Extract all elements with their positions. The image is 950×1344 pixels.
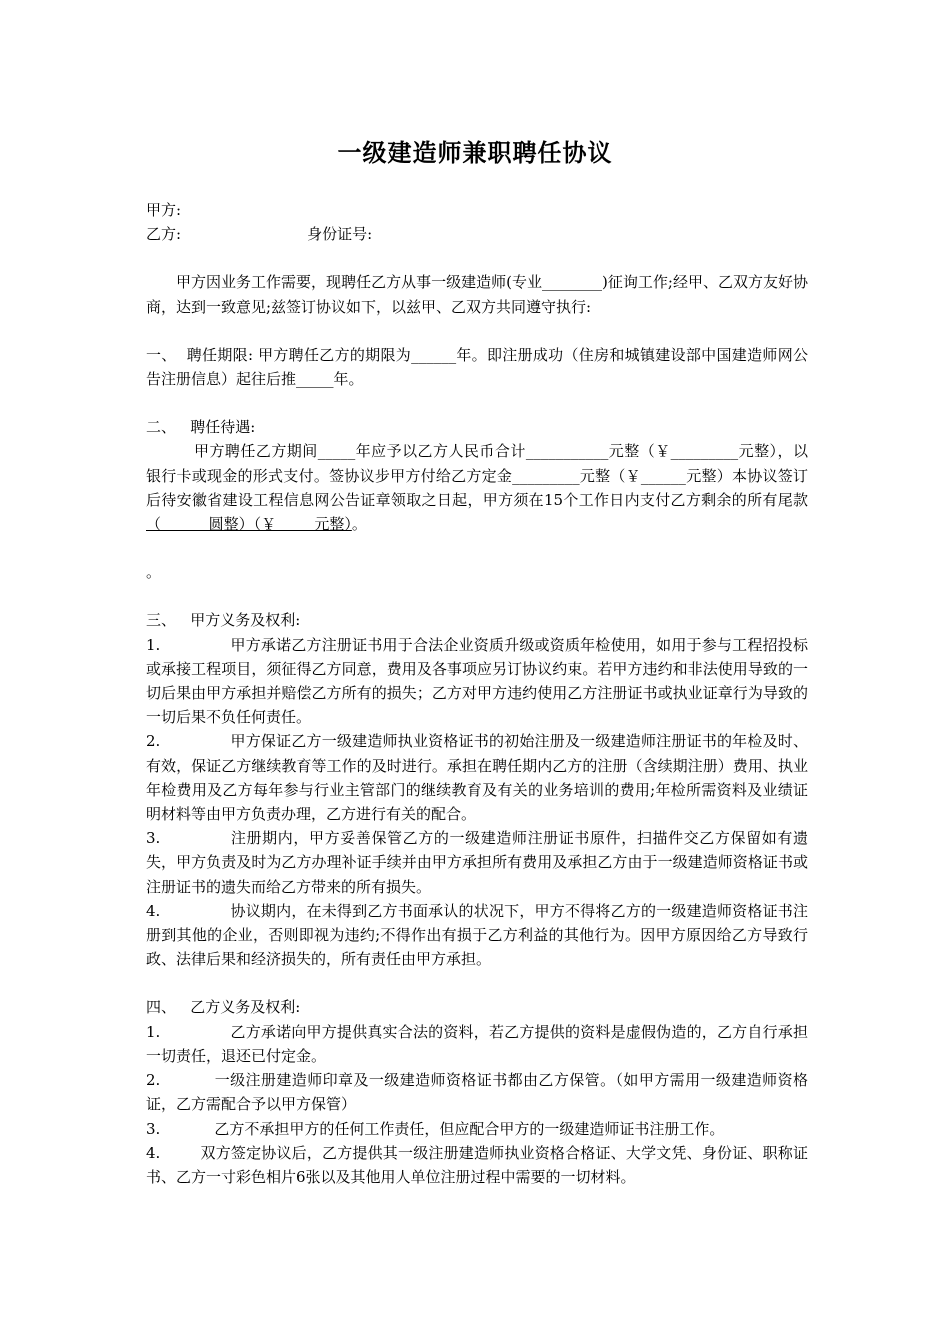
section-3-item [146,899,808,972]
section-3-item [146,633,808,730]
section-1-heading: 一、 聘任期限: [146,345,253,364]
item-number: 3. [146,829,161,848]
party-a-line [146,198,808,222]
item-number: 4. [146,1143,161,1162]
item-text: 一级注册建造师印章及一级建造师资格证书都由乙方保管。（如甲方需用一级建造师资格证，乙方需配合予以甲方保管） [146,1071,808,1114]
stray-mark: 。 [146,563,162,582]
section-2-paragraph [146,439,808,536]
document-body [146,198,808,1189]
section-2-balance-amount: （ 圆整）（￥ 元整） [146,515,352,534]
item-text: 双方签定协议后，乙方提供其一级注册建造师执业资格合格证、大学文凭、身份证、职称证书、乙方一寸彩色相片6张以及其他用人单位注册过程中需要的一切材料。 [146,1143,808,1186]
item-number: 1. [146,635,161,654]
item-text: 注册期内，甲方妥善保管乙方的一级建造师注册证书原件，扫描件交乙方保留如有遗失，甲方负责及时为乙方办理补证手续并由甲方承担所有费用及承担乙方由于一级建造师资格证书或注册证书的遗失而给乙方带来的所有损失。 [146,829,808,896]
section-4-item [146,1020,808,1068]
section-4-heading: 四、 乙方义务及权利: [146,998,301,1017]
party-b-label: 乙方: [146,225,182,244]
item-number: 2. [146,732,161,751]
section-2-heading: 二、 聘任待遇: [146,418,256,437]
item-text: 协议期内，在未得到乙方书面承认的状况下，甲方不得将乙方的一级建造师资格证书注册到其他的企业，否则即视为违约;不得作出有损于乙方利益的其他行为。因甲方原因给乙方导致行政、法律后果和经济损失的，所有责任由甲方承担。 [146,901,808,969]
party-b-line [146,222,808,246]
section-4-item [146,1068,808,1116]
section-4-item [146,1141,808,1189]
item-text: 甲方保证乙方一级建造师执业资格证书的初始注册及一级建造师注册证书的年检及时、有效，保证乙方继续教育等工作的及时进行。承担在聘任期内乙方的注册（含续期注册）费用、执业年检费用及乙方每年参与行业主管部门的继续教育及有关的业务培训的费用;年检所需资料及业绩证明材料等由甲方负责办理，乙方进行有关的配合。 [146,732,808,824]
section-1 [146,343,808,391]
section-3-item [146,729,808,826]
item-text: 甲方承诺乙方注册证书用于合法企业资质升级或资质年检使用，如用于参与工程招投标或承接工程项目，须征得乙方同意，费用及各事项应另订协议约束。若甲方违约和非法使用导致的一切后果由甲方承担并赔偿乙方所有的损失；乙方对甲方违约使用乙方注册证书或执业证章行为导致的一切后果不负任何责任。 [146,635,808,727]
item-number: 3. [146,1119,161,1138]
item-text: 乙方不承担甲方的任何工作责任，但应配合甲方的一级建造师证书注册工作。 [214,1119,725,1138]
document-title: 一级建造师兼职聘任协议 [337,138,613,167]
item-number: 2. [146,1071,161,1090]
id-number-label: 身份证号: [307,225,373,244]
item-text: 乙方承诺向甲方提供真实合法的资料，若乙方提供的资料是虚假伪造的，乙方自行承担一切责任，退还已付定金。 [146,1022,808,1065]
intro-paragraph: 甲方因业务工作需要，现聘任乙方从事一级建造师(专业________)征询工作;经甲、乙双方友好协商，达到一致意见;兹签订协议如下，以兹甲、乙双方共同遵守执行: [146,273,808,316]
section-1-text: 甲方聘任乙方的期限为______年。即注册成功（住房和城镇建设部中国建造师网公告注册信息）起往后推_____年。 [146,345,808,389]
party-a-label: 甲方: [146,201,182,219]
section-4-item [146,1117,808,1141]
section-2-text: 甲方聘任乙方期间_____年应予以乙方人民币合计___________元整（￥_________元整），以银行卡或现金的形式支付。签协议步甲方付给乙方定金_________元整（￥______元整）本协议签订后待安徽省建设工程信息网公告证章领取之日起，甲方须在15个工作日内支付乙方剩余的所有尾款 [146,442,808,509]
item-number: 1. [146,1022,161,1041]
section-3-heading: 三、 甲方义务及权利: [146,611,301,630]
item-number: 4. [146,901,161,920]
section-3-item [146,826,808,899]
section-2-end: 。 [351,515,367,534]
